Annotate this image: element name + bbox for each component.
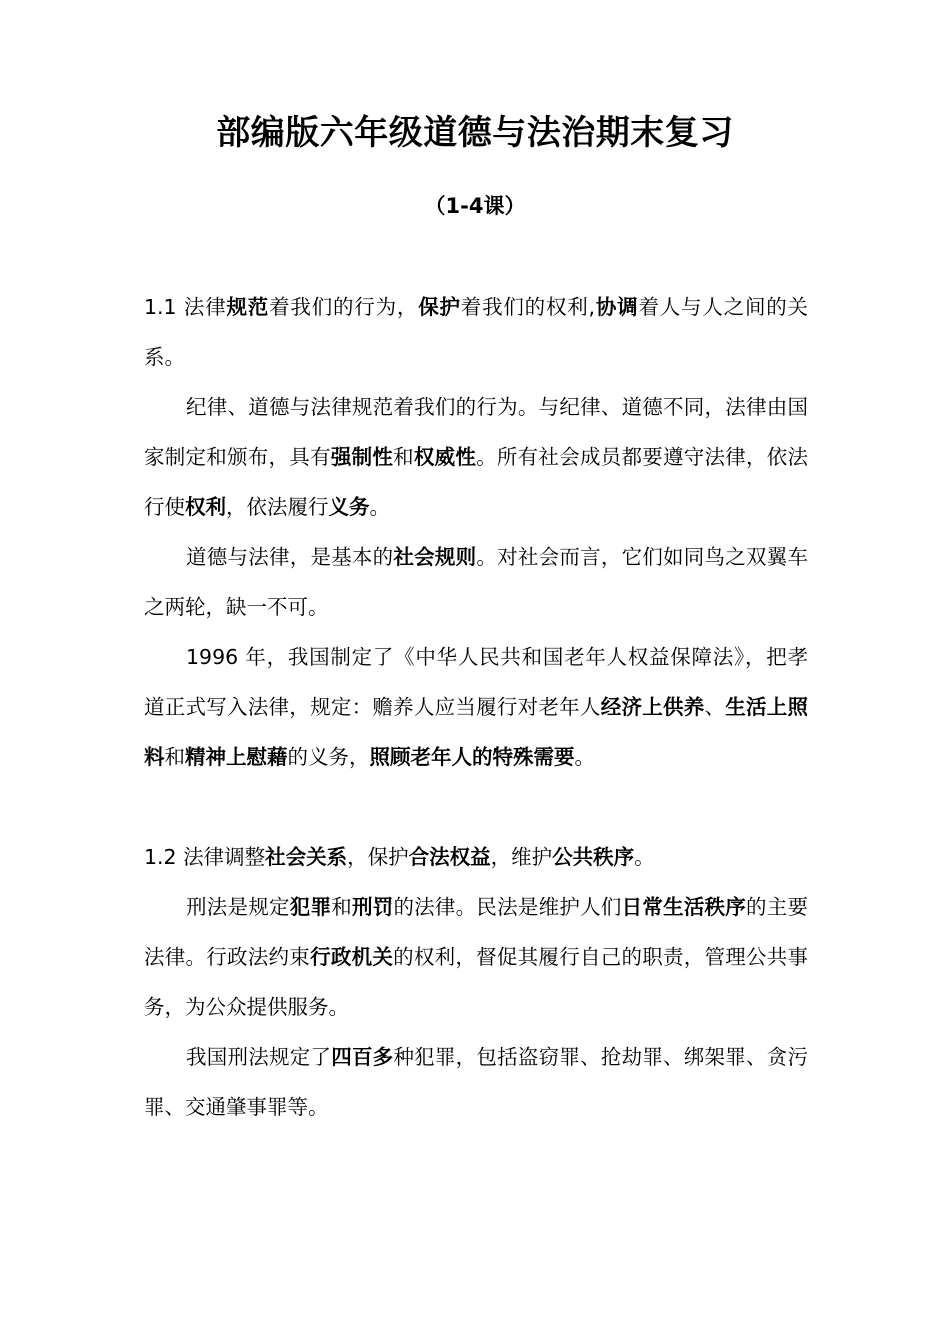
bold-term: 社会规则 — [393, 545, 477, 569]
paragraph — [144, 532, 808, 632]
paragraph — [144, 882, 808, 1032]
text-run: 、 — [704, 695, 726, 719]
bold-term: 权利 — [185, 495, 226, 519]
section-1 — [144, 282, 808, 782]
bold-term: 保护 — [418, 295, 461, 319]
text-run: 。 — [574, 745, 595, 769]
text-run: 和 — [393, 445, 414, 469]
paragraph — [144, 832, 808, 882]
bold-term: 规范 — [226, 295, 270, 319]
text-run: 1.2 法律调整 — [144, 845, 266, 869]
bold-term: 强制性 — [330, 445, 394, 469]
text-run: ，依法履行 — [226, 495, 329, 519]
bold-term: 权威性 — [413, 445, 477, 469]
text-run: 1.1 法律 — [144, 295, 227, 319]
paragraph — [144, 1032, 808, 1132]
text-run: 。 — [634, 845, 655, 869]
bold-term: 日常生活秩序 — [621, 895, 747, 919]
text-run: 的主要法律。行政法约束 — [144, 895, 809, 969]
bold-term: 社会关系 — [265, 845, 348, 869]
bold-term: 公共秩序 — [552, 845, 635, 869]
text-run: 着人与人之间的关系。 — [144, 295, 809, 369]
text-run: ，保护 — [347, 845, 409, 869]
text-run: 道德与法律，是基本的 — [186, 545, 394, 569]
bold-term: 协调 — [595, 295, 639, 319]
paragraph — [144, 382, 808, 532]
text-run: 和 — [164, 745, 185, 769]
bold-term: 刑罚 — [351, 895, 394, 919]
text-run: 。对社会而言，它们如同鸟之双翼车之两轮，缺一不可。 — [144, 545, 809, 619]
text-run: 1996 年，我国制定了《中华人民共和国老年人权益保障法》，把孝道正式写入法律，规定：赡养人应当履行对老年人 — [144, 645, 808, 719]
bold-term: 精神上慰藉 — [185, 745, 288, 769]
bold-term: 义务 — [328, 495, 370, 519]
paragraph — [144, 632, 808, 782]
text-run: ，维护 — [490, 845, 553, 869]
bold-term: 生活上照料 — [144, 695, 809, 769]
bold-term: 照顾老年人的特殊需要 — [369, 745, 575, 769]
text-run: 种犯罪，包括盗窃罪、抢劫罪、绑架罪、贪污罪、交通肇事罪等。 — [144, 1045, 809, 1119]
text-run: 。 — [369, 495, 390, 519]
bold-term: 行政机关 — [310, 945, 394, 969]
text-run: 的权利，督促其履行自己的职责，管理公共事务，为公众提供服务。 — [144, 945, 809, 1019]
text-run: 和 — [331, 895, 352, 919]
bold-term: 犯罪 — [289, 895, 332, 919]
text-run: 。所有社会成员都要遵守法律，依法行使 — [144, 445, 809, 519]
bold-term: 合法权益 — [408, 845, 491, 869]
text-run: 的法律。民法是维护人们 — [393, 895, 622, 919]
text-run: 着我们的行为， — [269, 295, 419, 319]
text-run: 着我们的权利, — [460, 295, 596, 319]
paragraph — [144, 282, 808, 382]
document-subtitle: （1-4课） — [424, 194, 526, 218]
document-body — [144, 282, 808, 1132]
bold-term: 经济上供养 — [600, 695, 705, 719]
section-2 — [144, 832, 808, 1132]
bold-term: 四百多 — [331, 1045, 394, 1069]
text-run: 的义务， — [287, 745, 370, 769]
text-run: 纪律、道德与法律规范着我们的行为。与纪律、道德不同，法律由国家制定和颁布，具有 — [144, 395, 808, 469]
document-title: 部编版六年级道德与法治期末复习 — [216, 113, 734, 153]
text-run: 我国刑法规定了 — [186, 1045, 332, 1069]
text-run: 刑法是规定 — [186, 895, 290, 919]
